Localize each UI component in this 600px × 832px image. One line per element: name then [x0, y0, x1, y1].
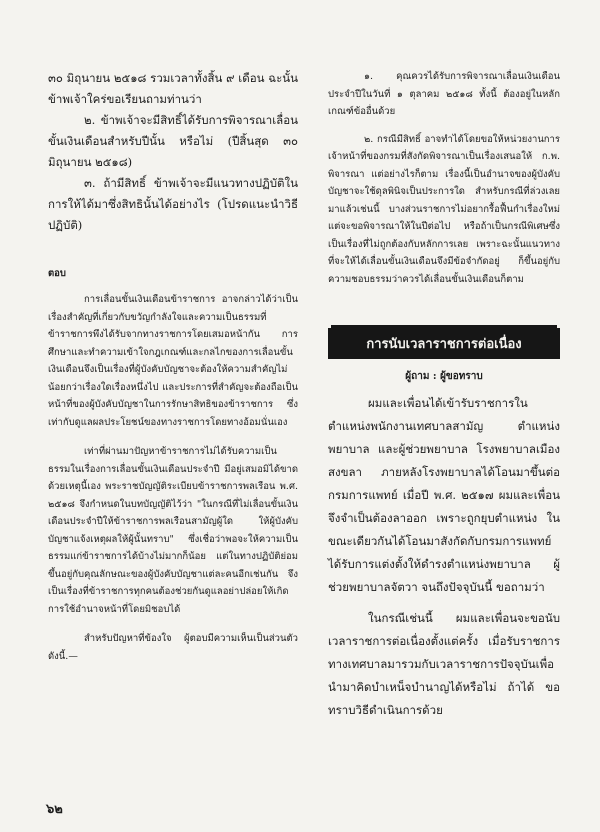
article-paragraph-2: ในกรณีเช่นนี้ ผมและเพื่อนจะขอนับเวลาราชการต่อเนื่องตั้งแต่ครั้ง เมื่อรับราชการทางเทศบาลมารวมกับเวลาราชการปัจจุบันเพื่อนำมาคิดบำเหน็จบำนาญได้หรือไม่ ถ้าได้ ขอทราบวิธีดำเนินการด้วย [328, 611, 560, 717]
article-paragraph-1: ผมและเพื่อนได้เข้ารับราชการในตำแหน่งพนักงานเทศบาลสามัญ ตำแหน่งพยาบาล และผู้ช่วยพยาบาล โรงพยาบาลเมืองสงขลา ภายหลังโรงพยาบาลได้โอนมาขึ้นต่อกรมการแพทย์ เมื่อปี พ.ศ. ๒๕๑๗ ผมและเพื่อนจึงจำเป็นต้องลาออก เพราะถูกยุบตำแหน่ง ในขณะเดียวกันได้โอนมาสังกัดกับกรมการแพทย์ ได้รับการแต่งตั้งให้ดำรงตำแหน่งพยาบาล ผู้ช่วยพยาบาลจัตวา จนถึงปัจจุบันนี้ ขอถามว่า [328, 396, 560, 594]
answer-item-2: ๒. กรณีมีสิทธิ์ อาจทำได้โดยขอให้หน่วยงานการเจ้าหน้าที่ของกรมที่สังกัดพิจารณาเป็นเรื่องเสนอให้ ก.พ. พิจารณา แต่อย่างไรก็ตาม เรื่องนี้เป็นอำนาจของผู้บังคับบัญชาจะใช้ดุลพินิจเป็นประการใด สำหรับกรณีที่ล่วงเลยมาแล้วเช่นนี้ บางส่วนราชการไม่อยากรื้อฟื้นกำเรื่องใหม่แต่จะขอพิจารณาให้ในปีต่อไป หรือถ้าเป็นกรณีพิเศษซึ่งเป็นเรื่องที่ไม่ถูกต้องกับหลักการเลย เพราะฉะนั้นแนวทางที่จะให้ได้เลื่อนขั้นเงินเดือนจึงมีข้อจำกัดอยู่ ก็ขึ้นอยู่กับความชอบธรรมว่าควรได้เลื่อนขั้นเงินเดือนก็ตาม [328, 133, 560, 285]
page-number: ๖๒ [46, 802, 63, 817]
answer-paragraph-3: สำหรับปัญหาที่ข้องใจ ผู้ตอบมีความเห็นเป็นส่วนตัวดังนี้.— [48, 633, 298, 662]
question-item-3: ๓. ถ้ามีสิทธิ์ ข้าพเจ้าจะมีแนวทางปฏิบัติในการให้ได้มาซึ่งสิทธินั้นได้อย่างไร (โปรดแนะนำวิธีปฏิบัติ) [48, 176, 298, 232]
article-title: การนับเวลาราชการต่อเนื่อง [328, 328, 560, 359]
answer-label: ตอบ [48, 268, 66, 279]
left-column [48, 68, 298, 665]
article-byline: ผู้ถาม : ผู้ขอทราบ [405, 371, 483, 382]
question-item-2: ๒. ข้าพเจ้าจะมีสิทธิ์ได้รับการพิจารณาเลื่อนขั้นเงินเดือนสำหรับปีนั้น หรือไม่ (ปีสิ้นสุด ๓๐ มิถุนายน ๒๕๑๘) [48, 113, 298, 169]
right-column [328, 68, 560, 722]
answer-paragraph-2: เท่าที่ผ่านมาปัญหาข้าราชการไม่ได้รับความเป็นธรรมในเรื่องการเลื่อนขั้นเงินเดือนประจำปี มีอยู่เสมอมิได้ขาด ด้วยเหตุนี้เอง พระราชบัญญัติระเบียบข้าราชการพลเรือน พ.ศ. ๒๕๑๘ จึงกำหนดในบทบัญญัติไว้ว่า "ในกรณีที่ไม่เลื่อนขั้นเงินเดือนประจำปีให้ข้าราชการพลเรือนสามัญผู้ใด ให้ผู้บังคับบัญชาแจ้งเหตุผลให้ผู้นั้นทราบ" ซึ่งเชื่อว่าพอจะให้ความเป็นธรรมแก่ข้าราชการได้บ้างไม่มากก็น้อย แต่ในทางปฏิบัติย่อมขึ้นอยู่กับคุณลักษณะของผู้บังคับบัญชาแต่ละคนอีกเช่นกัน จึงเป็นเรื่องที่ข้าราชการทุกคนต้องช่วยกันดูแลอย่าปล่อยให้เกิดการใช้อำนาจหน้าที่โดยมิชอบได้ [48, 446, 298, 615]
answer-paragraph-1: การเลื่อนขั้นเงินเดือนข้าราชการ อาจกล่าวได้ว่าเป็นเรื่องสำคัญที่เกี่ยวกับขวัญกำลังใจและความเป็นธรรมที่ข้าราชการพึงได้รับจากทางราชการโดยเสมอหน้ากัน การศึกษาและทำความเข้าใจกฎเกณฑ์และกลไกของการเลื่อนขั้นเงินเดือนจึงเป็นเรื่องที่ผู้บังคับบัญชาจะต้องให้ความสำคัญไม่น้อยกว่าเรื่องใดเรื่องหนึ่งไป และประการที่สำคัญจะต้องถือเป็นหน้าที่ของผู้บังคับบัญชาในการรักษาสิทธิของข้าราชการ ซึ่งเท่ากับดูแลผลประโยชน์ของทางราชการโดยทางอ้อมนั่นเอง [48, 294, 298, 428]
answer-item-1: ๑. คุณควรได้รับการพิจารณาเลื่อนเงินเดือนประจำปีในวันที่ ๑ ตุลาคม ๒๕๑๘ ทั้งนี้ ต้องอยู่ในหลักเกณฑ์ข้ออื่นด้วย [328, 71, 560, 117]
question-continuation: ๓๐ มิถุนายน ๒๕๑๘ รวมเวลาทั้งสิ้น ๙ เดือน ฉะนั้น ข้าพเจ้าใคร่ขอเรียนถามท่านว่า [48, 71, 298, 106]
